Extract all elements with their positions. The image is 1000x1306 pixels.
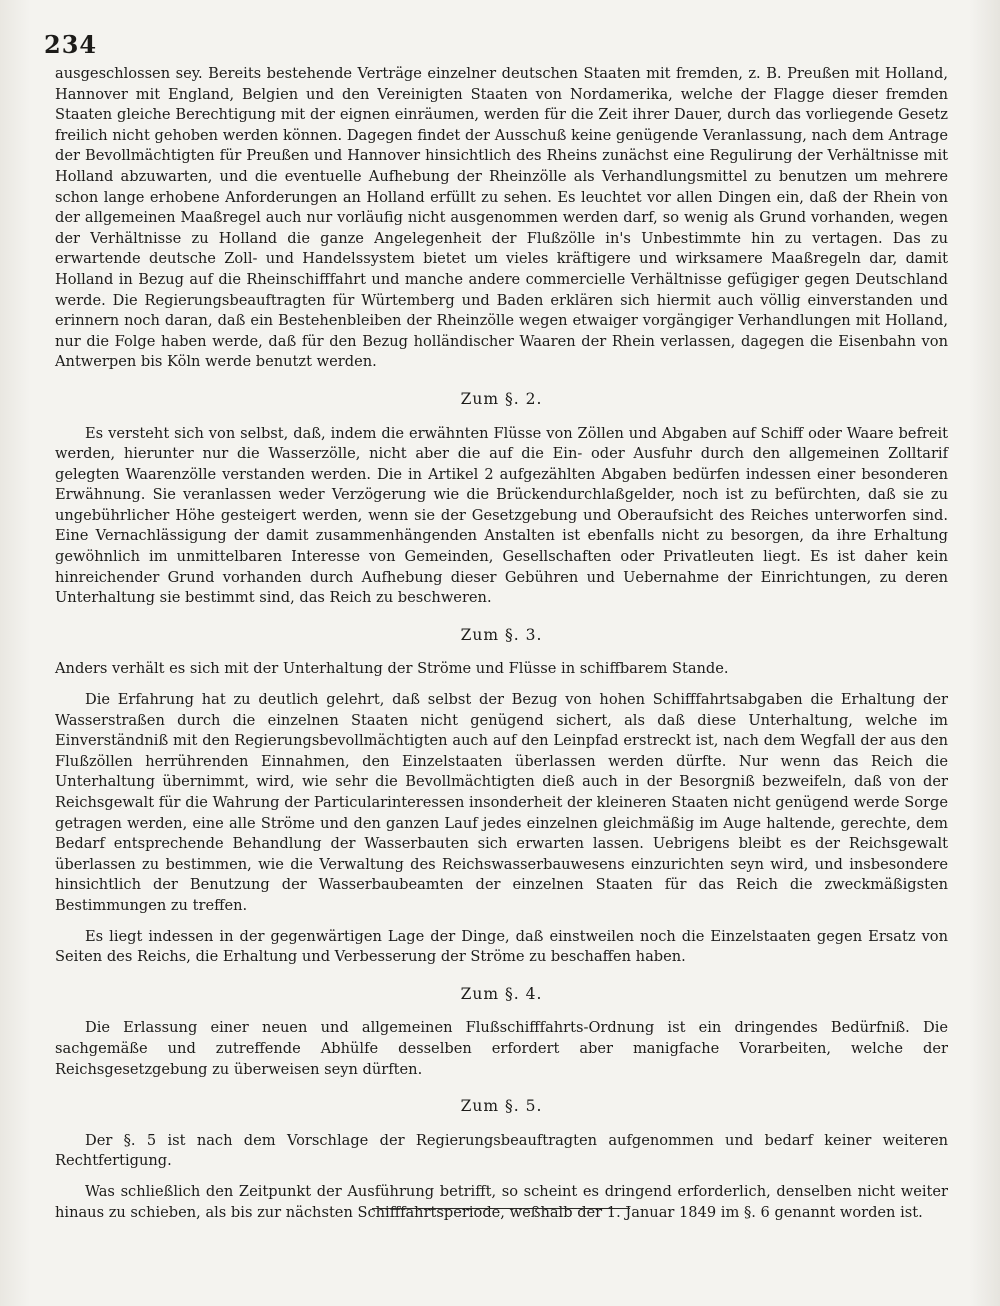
body-text — [55, 64, 948, 1223]
intro-paragraph: ausgeschlossen sey. Bereits bestehende Verträge einzelner deutschen Staaten mit fremden, z. B. Preußen mit Holland, Hannover mit England, Belgien und den Vereinigten Staaten von Nordamerika, welche der Flagge dieser fremden Staaten gleiche Berechtigung mit der eignen einräumen, werden für die Zeit ihrer Dauer, durch das vorliegende Gesetz freilich nicht gehoben werden können. Dagegen findet der Ausschuß keine genügende Veranlassung, nach dem Antrage der Bevollmächtigten für Preußen und Hannover hinsichtlich des Rheins zunächst eine Regulirung der Verhältnisse mit Holland abzuwarten, und die eventuelle Aufhebung der Rheinzölle als Verhandlungsmittel zu benutzen um mehrere schon lange erhobene Anforderungen an Holland erfüllt zu sehen. Es leuchtet vor allen Dingen ein, daß der Rhein von der allgemeinen Maaßregel auch nur vorläufig nicht ausgenommen werden darf, so wenig als Grund vorhanden, wegen der Verhältnisse zu Holland die ganze Angelegenheit der Flußzölle in's Unbestimmte hin zu vertagen. Das zu erwartende deutsche Zoll- und Handelssystem bietet um vieles kräftigere und wirksamere Maaßregeln dar, damit Holland in Bezug auf die Rheinschifffahrt und manche andere commercielle Verhältnisse gefügiger gegen Deutschland werde. Die Regierungsbeauftragten für Würtemberg und Baden erklären sich hiermit auch völlig einverstanden und erinnern noch daran, daß ein Bestehenbleiben der Rheinzölle wegen etwaiger vorgängiger Verhandlungen mit Holland, nur die Folge haben werde, daß für den Bezug holländischer Waaren der Rhein verlassen, dagegen die Eisenbahn von Antwerpen bis Köln werde benutzt werden. — [55, 65, 948, 371]
section3-paragraph-1: Anders verhält es sich mit der Unterhaltung der Ströme und Flüsse in schiffbarem Stande. — [55, 660, 729, 678]
section-heading-5: Zum §. 5. — [460, 1097, 543, 1116]
spacer — [55, 680, 948, 690]
closing-rule — [372, 1208, 630, 1209]
spacer — [55, 917, 948, 927]
section3-paragraph-3: Es liegt indessen in der gegenwärtigen Lage der Dinge, daß einstweilen noch die Einzelstaaten gegen Ersatz von Seiten des Reichs, die Erhaltung und Verbesserung der Ströme zu beschaffen haben. — [55, 927, 948, 966]
spacer — [55, 1172, 948, 1182]
section-heading-4: Zum §. 4. — [460, 984, 543, 1003]
section-heading-3: Zum §. 3. — [460, 625, 543, 644]
section5-paragraph-2: Was schließlich den Zeitpunkt der Ausführung betrifft, so scheint es dringend erforderlich, denselben nicht weiter hinaus zu schieben, als bis zur nächsten Schifffahrtsperiode, weßhalb der 1. Januar 1849 im §. 6 genannt worden ist. — [55, 1182, 948, 1221]
section3-paragraph-2: Die Erfahrung hat zu deutlich gelehrt, daß selbst der Bezug von hohen Schifffahrtsabgaben die Erhaltung der Wasserstraßen durch die einzelnen Staaten nicht genügend sichert, als daß diese Unterhaltung, welche im Einverständniß mit den Regierungsbevollmächtigten auch auf den Leinpfad erstreckt ist, nach dem Wegfall der aus den Flußzöllen herrührenden Einnahmen, den Einzelstaaten überlassen werden dürfte. Nur wenn das Reich die Unterhaltung übernimmt, wird, wie sehr die Bevollmächtigten dieß auch in der Besorgniß bezweifeln, daß von der Reichsgewalt für die Wahrung der Particularinteressen insonderheit der kleineren Staaten nicht genügend werde Sorge getragen werden, eine alle Ströme und den ganzen Lauf jedes einzelnen gleichmäßig im Auge haltende, gerechte, dem Bedarf entsprechende Behandlung der Wasserbauten sich erwarten lassen. Uebrigens bleibt es der Reichsgewalt überlassen zu bestimmen, wie die Verwaltung des Reichswasserbauwesens einzurichten seyn wird, und insbesondere hinsichtlich der Benutzung der Wasserbaubeamten der einzelnen Staaten für das Reich die zweckmäßigsten Bestimmungen zu treffen. — [55, 691, 948, 914]
section4-paragraph: Die Erlassung einer neuen und allgemeinen Flußschifffahrts-Ordnung ist ein dringendes Bedürfniß. Die sachgemäße und zutreffende Abhülfe desselben erfordert aber manigfache Vorarbeiten, welche der Reichsgesetzgebung zu überweisen seyn dürften. — [55, 1019, 948, 1078]
page-number: 234 — [44, 30, 98, 59]
section5-paragraph-1: Der §. 5 ist nach dem Vorschlage der Regierungsbeauftragten aufgenommen und bedarf keiner weiteren Rechtfertigung. — [55, 1131, 948, 1170]
section2-paragraph: Es versteht sich von selbst, daß, indem die erwähnten Flüsse von Zöllen und Abgaben auf Schiff oder Waare befreit werden, hierunter nur die Wasserzölle, nicht aber die auf die Ein- oder Ausfuhr durch den allgemeinen Zolltarif gelegten Waarenzölle verstanden werden. Die in Artikel 2 aufgezählten Abgaben bedürfen indessen einer besonderen Erwähnung. Sie veranlassen weder Verzögerung wie die Brückendurchlaßgelder, noch ist zu befürchten, daß sie zu ungebührlicher Höhe gesteigert werden, wenn sie der Gesetzgebung und Oberaufsicht des Reiches unterworfen sind. Eine Vernachlässigung der damit zusammenhängenden Anstalten ist ebenfalls nicht zu besorgen, da ihre Erhaltung gewöhnlich im unmittelbaren Interesse von Gemeinden, Gesellschaften oder Privatleuten liegt. Es ist daher kein hinreichender Grund vorhanden durch Aufhebung dieser Gebühren und Uebernahme der Einrichtungen, zu deren Unterhaltung sie bestimmt sind, das Reich zu beschweren. — [55, 424, 948, 607]
section-heading-2: Zum §. 2. — [460, 389, 543, 408]
